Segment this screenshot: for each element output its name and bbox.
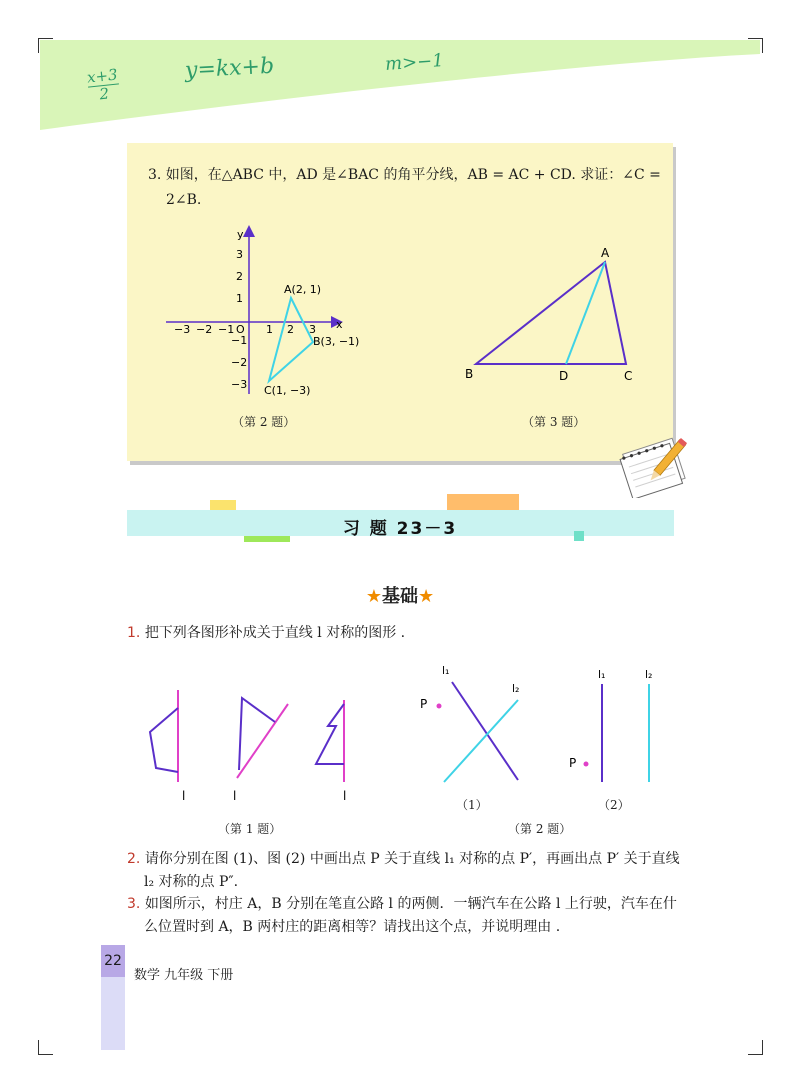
problem-1 [127,622,405,645]
star-icon: ★ [365,586,382,607]
formula-denominator: 2 [98,84,110,104]
line-l1 [452,682,518,780]
fig3-caption: （第 3 题） [522,415,586,429]
header-formula-linear: y=kx+b [184,53,275,84]
section-heading [0,582,800,608]
triangle-abc-plot [269,298,313,381]
vertex-a-label: A [601,246,610,260]
point-b-label: B(3, −1) [313,335,360,348]
y-axis-label: y [237,228,244,241]
x-tick-label: 1 [266,323,273,336]
y-tick-label: 3 [236,248,243,261]
fig2-sub2-caption: （2） [598,798,630,812]
origin-label: O [236,323,245,336]
line-l2-label: l₂ [645,668,653,681]
problem-2-line-1: 请你分别在图 (1)、图 (2) 中画出点 P 关于直线 l₁ 对称的点 P′，再画出点 P′ 关于直线 [144,851,680,867]
reflection-figure-2 [560,660,670,790]
fig2-caption: （第 2 题） [508,822,572,836]
axis-label: l [343,789,347,803]
formula-numerator: x+3 [86,65,119,87]
fig1-caption: （第 1 题） [218,822,282,836]
shape-polygon [150,708,178,772]
axis-label: l [182,789,186,803]
page-number: 22 [101,945,125,977]
x-tick-label: −3 [174,323,191,336]
point-p-label: P [420,697,428,711]
notebook-pencil-icon [618,432,696,498]
point-a-label: A(2, 1) [284,283,322,296]
vertex-c-label: C [624,369,633,383]
y-tick-label: −1 [231,334,248,347]
crop-mark-bottom-right [748,1040,763,1055]
header-formula-fraction [86,66,120,104]
book-title: 数学 九年级 下册 [134,968,234,983]
triangle-figure [460,244,640,384]
line-l2 [444,700,518,782]
point-p [584,762,589,767]
y-tick-labels [231,248,247,391]
vertex-b-label: B [465,367,474,381]
x-tick-label: −1 [218,323,235,336]
line-l1-label: l₁ [442,664,450,677]
header-formula-inequality: m>−1 [384,49,445,76]
problem-3-line-1: 3. 如图，在△ABC 中，AD 是∠BAC 的角平分线，AB = AC + CD. 求证：∠C = [148,167,661,183]
problem-2-continued: l₂ 对称的点 P″. [144,874,239,890]
exercise-banner-title: 习 题 23－3 [342,519,458,539]
star-icon: ★ [418,586,435,607]
section-title: 基础 [382,586,418,607]
x-tick-label: 3 [309,323,316,336]
point-p-label: P [569,756,577,770]
y-tick-label: 1 [236,292,243,305]
problem-3-number: 3. [127,896,141,912]
y-tick-label: 2 [236,270,243,283]
line-l2-label: l₂ [512,682,520,695]
line-l1-label: l₁ [598,668,606,681]
y-tick-label: −3 [231,378,248,391]
problem-3 [127,893,677,916]
problem-1-text: 把下列各图形补成关于直线 l 对称的图形 . [144,625,406,641]
fig2-caption: （第 2 题） [232,415,296,429]
coordinate-figure [160,222,380,402]
problem-2 [127,848,680,871]
crop-mark-bottom-left [38,1040,53,1055]
problem-3-line-2: 2∠B. [166,192,202,208]
triangle-abc [476,262,626,364]
reflection-figure-1 [410,660,540,790]
problem-1-number: 1. [127,625,141,641]
axis-label: l [233,789,237,803]
x-axis-label: x [336,318,343,331]
problem-3-line-1: 如图所示，村庄 A，B 分别在笔直公路 l 的两侧．一辆汽车在公路 l 上行驶，汽车在什 [144,896,677,912]
problem-3-continued: 么位置时到 A，B 两村庄的距离相等？请找出这个点，并说明理由 . [144,919,561,935]
shape-polygon [316,704,344,764]
symmetry-figure-1 [130,680,380,805]
point-c-label: C(1, −3) [264,384,311,397]
y-tick-label: −2 [231,356,248,369]
x-tick-label: 2 [287,323,294,336]
axis-line [237,704,288,778]
point-d-label: D [559,369,569,383]
fig2-sub1-caption: （1） [456,798,488,812]
problem-2-number: 2. [127,851,141,867]
shape-polygon [239,698,275,770]
point-p [437,704,442,709]
x-tick-label: −2 [196,323,213,336]
